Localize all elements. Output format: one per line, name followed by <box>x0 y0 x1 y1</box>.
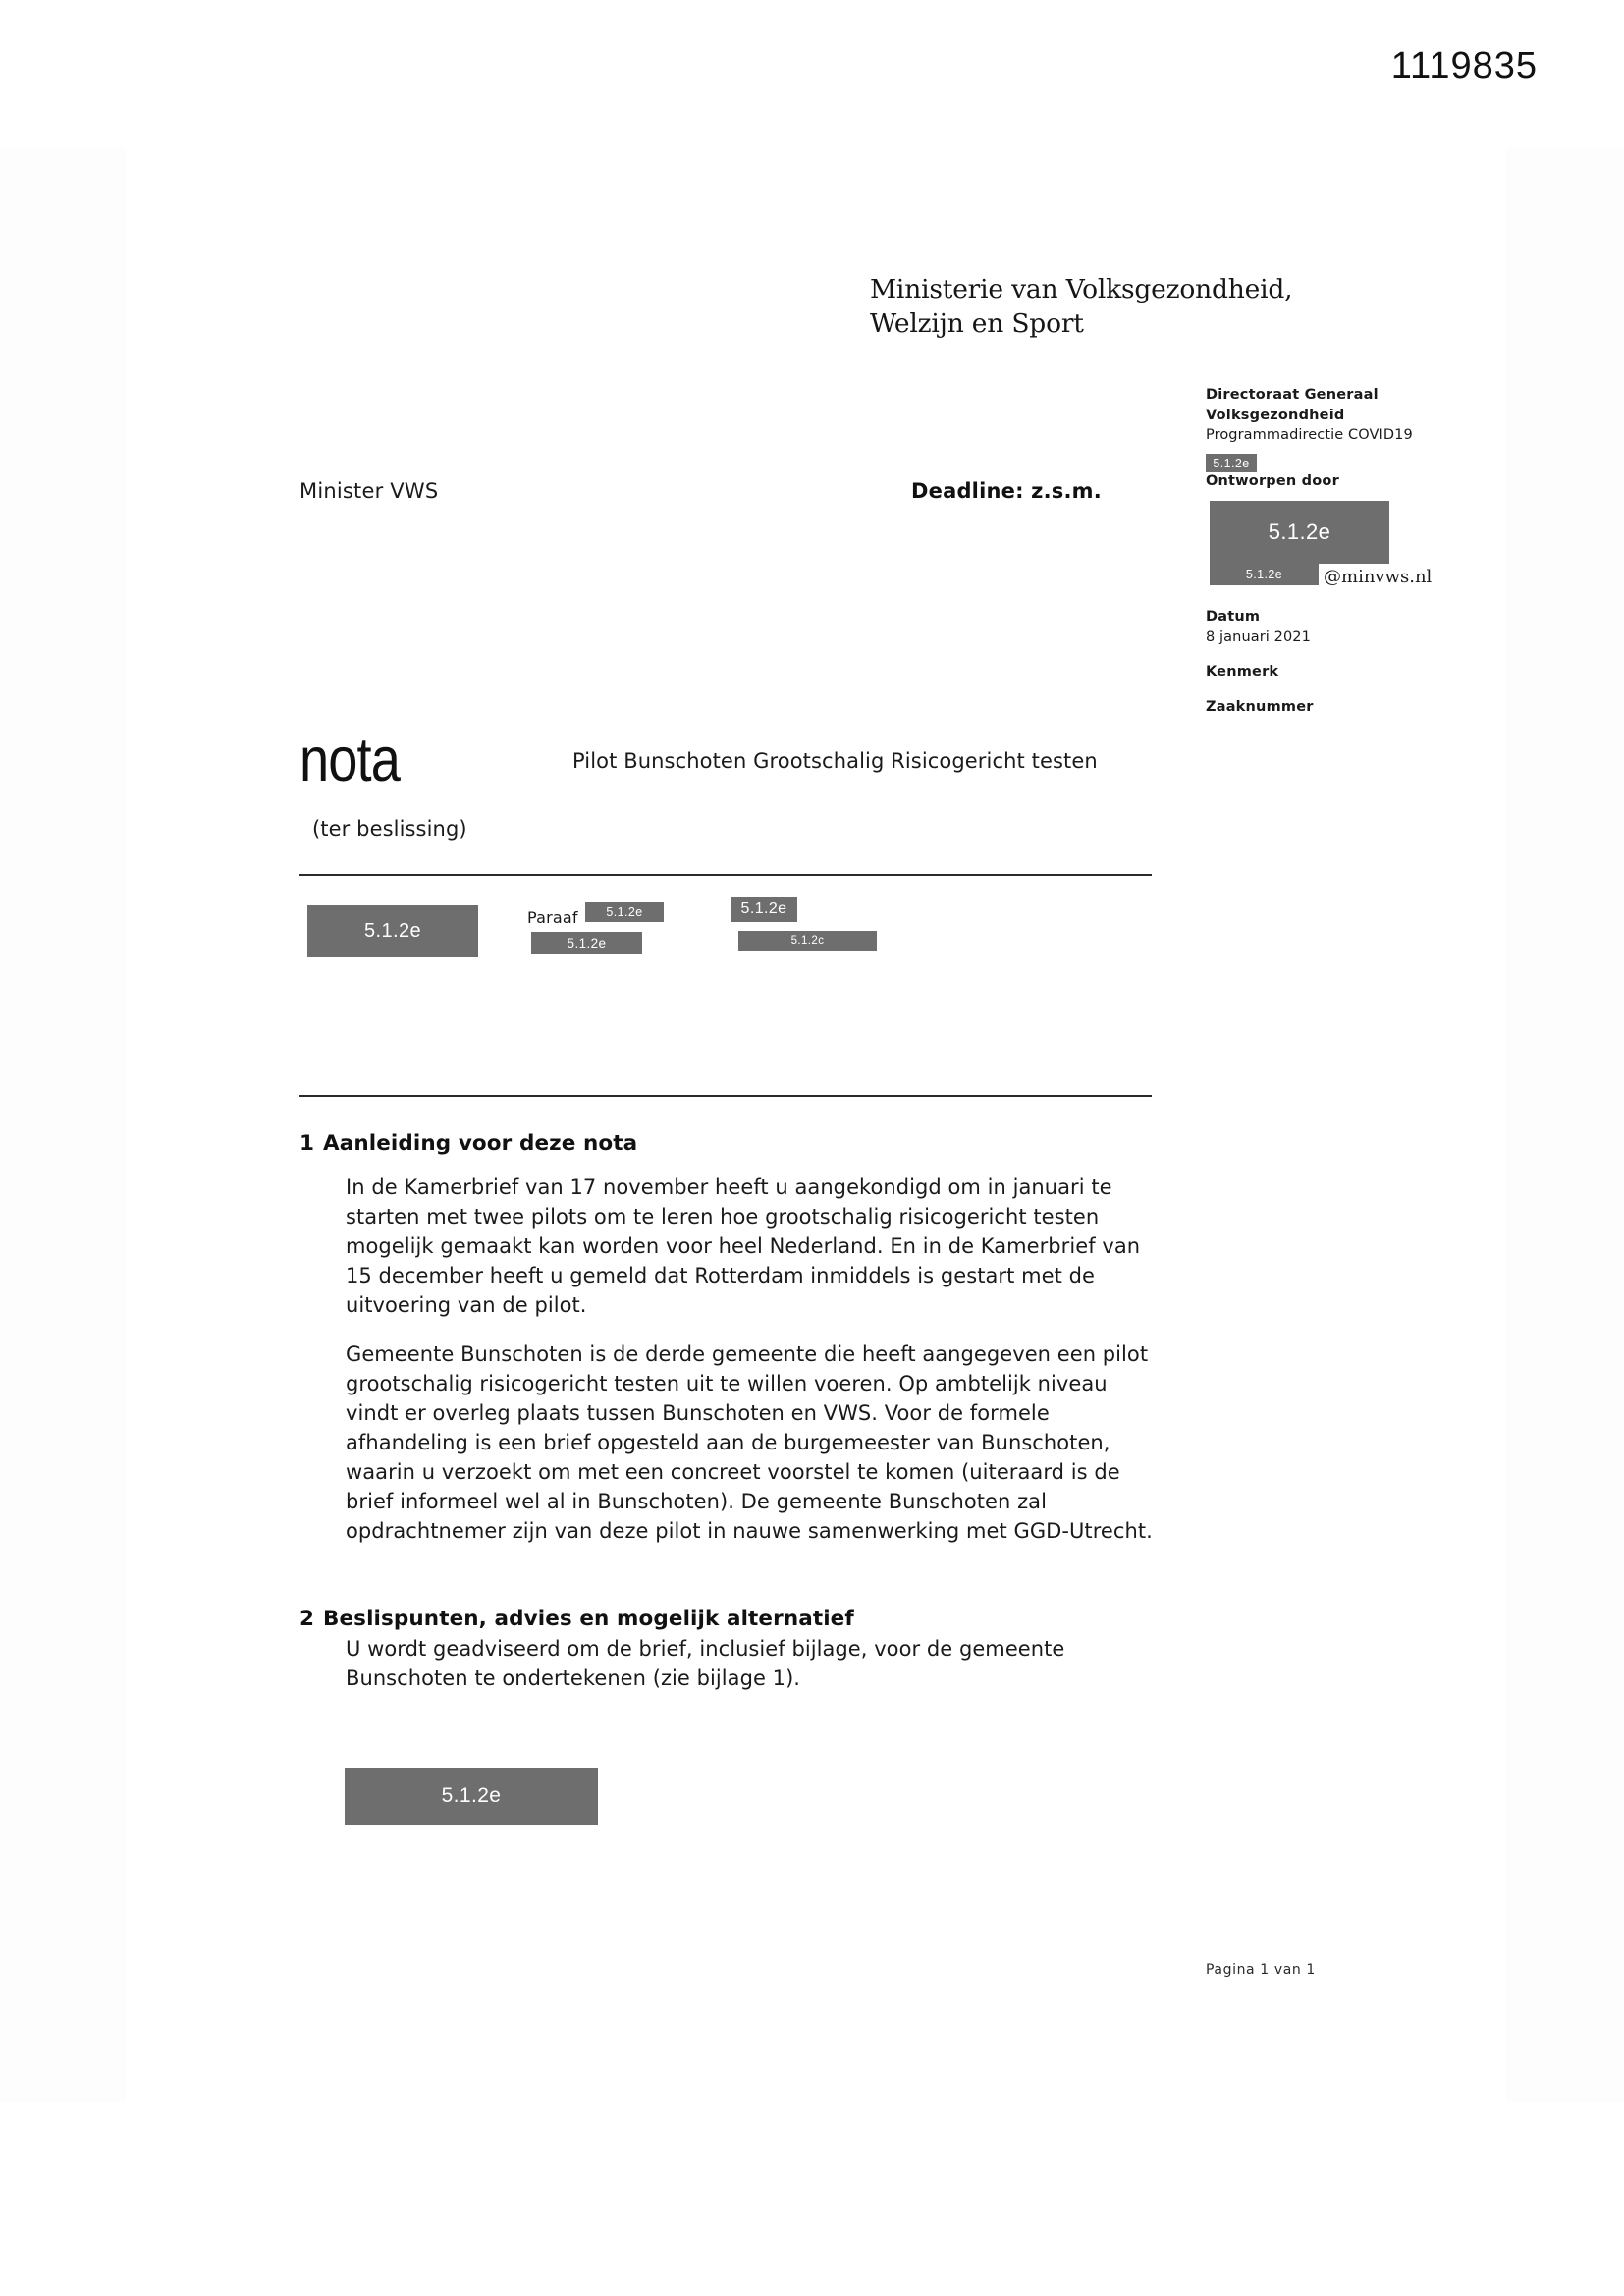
section-2-heading <box>299 1607 854 1631</box>
section-1-heading <box>299 1131 637 1156</box>
divider-bottom <box>299 1095 1152 1097</box>
section-2-title: Beslispunten, advies en mogelijk alternatief <box>323 1607 854 1631</box>
date-value: 8 januari 2021 <box>1206 629 1311 645</box>
redaction-second-signer: 5.1.2e <box>731 897 797 922</box>
redaction-programme: 5.1.2e <box>1206 454 1257 472</box>
scan-edge-right <box>1506 147 1624 2102</box>
directorate-line-2: Volksgezondheid <box>1206 407 1345 423</box>
section-1-number: 1 <box>299 1131 315 1156</box>
document-subject: Pilot Bunschoten Grootschalig Risicogericht testen <box>572 749 1098 773</box>
redaction-email-local-part: 5.1.2e <box>1210 564 1319 585</box>
designed-by-label: Ontworpen door <box>1206 472 1339 489</box>
scan-edge-left <box>0 147 126 2102</box>
programme-directorate: Programmadirectie COVID19 <box>1206 427 1413 444</box>
date-label: Datum <box>1206 609 1261 626</box>
case-number-label: Zaaknummer <box>1206 699 1314 716</box>
document-kind: (ter beslissing) <box>312 817 467 841</box>
email-domain-suffix: @minvws.nl <box>1324 567 1433 587</box>
section-1-paragraph-1: In de Kamerbrief van 17 november heeft u aangekondigd om in januari te starten met twee pilots om te leren hoe grootschalig risicogericht testen mogelijk gemaakt kan worden voor heel Nederland. En in de Kamerbrief van 15 december heeft u gemeld dat Rotterdam inmiddels is gestart met de uitvoering van de pilot. <box>346 1175 1141 1318</box>
directorate-line-1: Directoraat Generaal <box>1206 387 1379 403</box>
section-1-title: Aanleiding voor deze nota <box>323 1131 638 1156</box>
section-2-number: 2 <box>299 1607 315 1631</box>
page-title: nota <box>299 726 401 794</box>
divider-top <box>299 874 1152 876</box>
redaction-paraaf-name: 5.1.2e <box>585 902 664 922</box>
reference-label: Kenmerk <box>1206 664 1279 681</box>
deadline: Deadline: z.s.m. <box>911 479 1102 503</box>
section-1-paragraph-2: Gemeente Bunschoten is de derde gemeente die heeft aangegeven een pilot grootschalig risicogericht testen uit te willen voeren. Op ambtelijk niveau vindt er overleg plaats tussen Bunschoten en VWS. Voor de formele afhandeling is een brief opgesteld aan de burgemeester van Bunschoten, waarin u verzoekt om met een concreet voorstel te komen (uiteraard is de brief informeel wel al in Bunschoten). De gemeente Bunschoten zal opdrachtnemer zijn van deze pilot in nauwe samenwerking met GGD-Utrecht. <box>346 1342 1153 1544</box>
redaction-paraaf-date: 5.1.2e <box>531 932 642 954</box>
document-id: 1119835 <box>1390 45 1538 86</box>
ministry-line-1: Ministerie van Volksgezondheid, <box>870 274 1293 304</box>
addressee: Minister VWS <box>299 479 439 503</box>
redaction-designed-by: 5.1.2e <box>1210 501 1389 564</box>
redaction-signature-primary: 5.1.2e <box>307 905 478 957</box>
ministry-wordmark <box>870 273 1292 342</box>
redaction-closing-signature: 5.1.2e <box>345 1768 598 1825</box>
ministry-line-2: Welzijn en Sport <box>870 307 1084 339</box>
redaction-second-signer-detail: 5.1.2c <box>738 931 877 951</box>
paraaf-label: Paraaf <box>527 908 578 927</box>
page-footer: Pagina 1 van 1 <box>1206 1962 1316 1978</box>
section-2-paragraph-1: U wordt geadviseerd om de brief, inclusief bijlage, voor de gemeente Bunschoten te ondertekenen (zie bijlage 1). <box>346 1637 1065 1691</box>
